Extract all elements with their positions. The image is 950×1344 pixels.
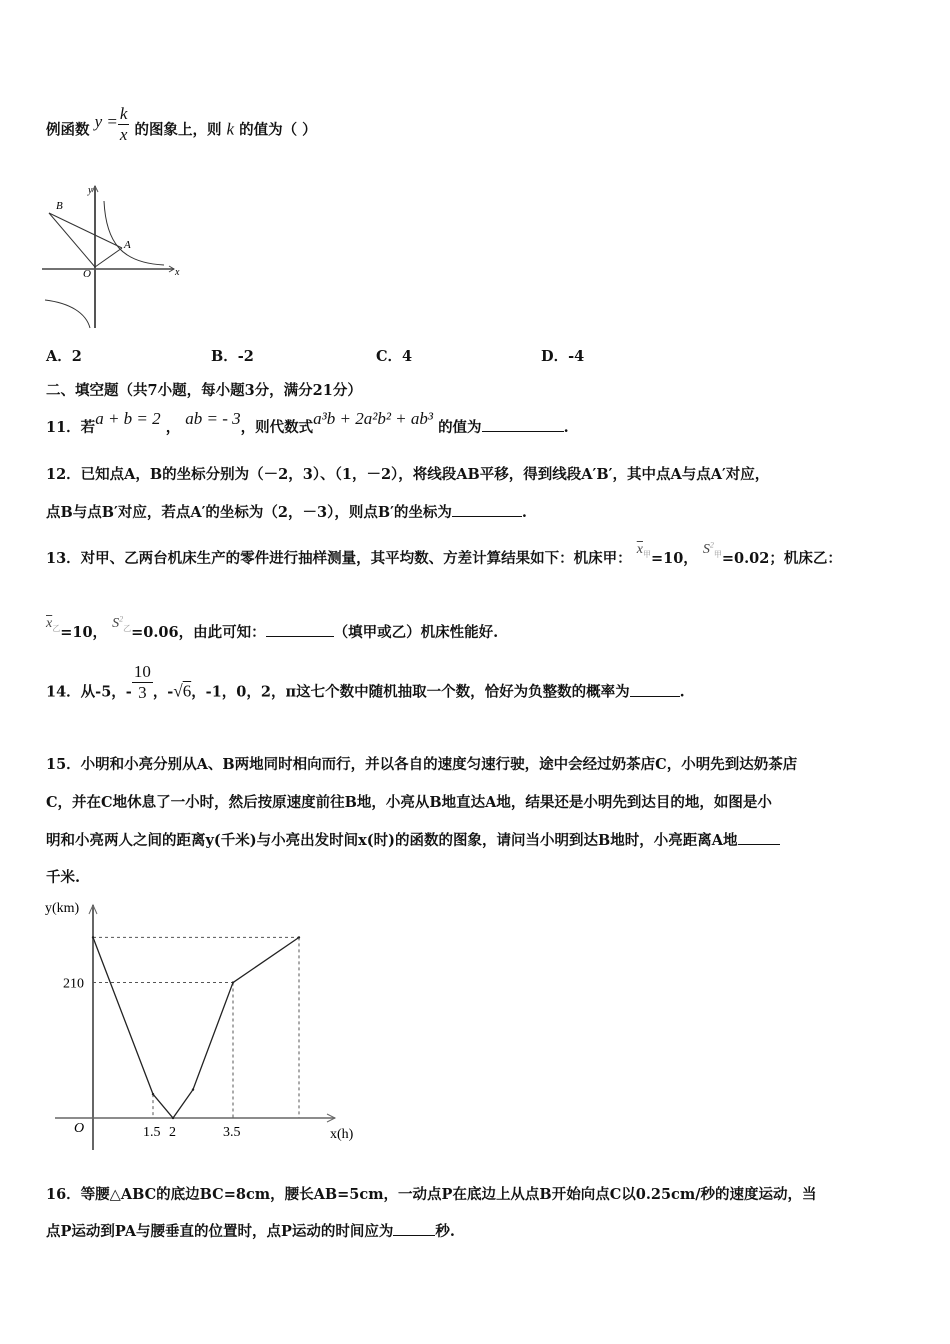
numerator: k	[119, 104, 128, 123]
x-bar: $\overline{x}$	[636, 542, 643, 557]
option-c[interactable]: C．4	[376, 348, 413, 365]
text: 例函数	[46, 121, 90, 139]
question-16-line-1: 16．等腰△ABC的底边BC=8cm，腰长AB=5cm，一动点P在底边上从点B开始向点C以0.25cm/秒的速度运动，当	[46, 1186, 817, 1203]
question-11	[46, 409, 569, 437]
label-b: B	[56, 200, 63, 212]
s: S	[112, 616, 120, 631]
variance-jia	[703, 542, 722, 557]
text: 点B与点B′对应，若点A′的坐标为（2，－3），则点B′的坐标为	[46, 504, 452, 521]
radicand: 6	[182, 681, 192, 701]
option-d[interactable]: D．-4	[541, 348, 585, 365]
s: S	[702, 542, 710, 557]
text: ，则代数式	[240, 419, 314, 436]
x-tick-label: 3.5	[223, 1125, 241, 1140]
text: ，-1，0，2，π这七个数中随机抽取一个数，恰好为负整数的概率为	[191, 683, 630, 701]
formula: ab = - 3	[185, 409, 241, 428]
question-12-line-1: 12．已知点A，B的坐标分别为（－2，3）、（1，－2），将线段AB平移，得到线段A′B′，其中点A与点A′对应，	[46, 466, 770, 483]
data-line	[93, 937, 299, 1118]
origin-label: O	[74, 1121, 85, 1136]
mean-yi	[46, 616, 60, 631]
sqrt: √6	[173, 681, 192, 701]
label-y: y	[88, 185, 93, 196]
hyperbola-figure	[42, 183, 192, 333]
data-point	[92, 936, 94, 938]
answer-blank[interactable]	[393, 1221, 435, 1236]
label-x: x	[175, 267, 180, 278]
data-point	[298, 936, 300, 938]
question-13-line-1	[46, 540, 842, 570]
fraction	[132, 662, 153, 703]
question-12-line-2	[46, 501, 527, 522]
formula: y =	[94, 111, 118, 131]
x-tick-label: 1.5	[143, 1125, 161, 1140]
mean-jia	[637, 542, 651, 557]
question-15-line-4: 千米.	[46, 869, 81, 886]
label-o: O	[83, 268, 91, 280]
superscript: 2	[709, 540, 714, 550]
answer-blank[interactable]	[482, 417, 564, 432]
answer-blank[interactable]	[452, 502, 522, 517]
text: ，-	[152, 683, 174, 701]
x-tick-label: 2	[169, 1125, 176, 1140]
question-14	[46, 662, 685, 713]
text: 的图象上，则	[134, 121, 222, 139]
text: （填甲或乙）机床性能好.	[333, 624, 499, 641]
data-point	[172, 1117, 174, 1119]
variable: k	[226, 119, 235, 139]
y-tick-label: 210	[63, 976, 84, 992]
text: 的值为（ ）	[239, 121, 317, 139]
x-axis-label: x(h)	[330, 1127, 354, 1142]
y-axis-label: y(km)	[45, 901, 80, 916]
data-point	[232, 981, 234, 983]
text: =10，	[60, 624, 108, 641]
answer-blank[interactable]	[630, 682, 680, 697]
text: =0.02；机床乙：	[721, 550, 842, 567]
answer-blank[interactable]	[266, 622, 334, 637]
text: 秒.	[435, 1223, 455, 1240]
denominator: 3	[138, 683, 147, 702]
question-15-line-1: 15．小明和小亮分别从A、B两地同时相向而行，并以各自的速度匀速行驶，途中会经过奶茶店C，小明先到达奶茶店	[46, 756, 798, 773]
subscript: 乙	[123, 623, 132, 633]
text: .	[563, 419, 569, 436]
question-15-line-3	[46, 829, 780, 850]
subscript: 甲	[642, 549, 651, 559]
text: 11．若	[46, 419, 96, 436]
option-b[interactable]: B．-2	[211, 348, 254, 365]
question-13-line-2	[46, 614, 499, 644]
variance-yi	[112, 616, 131, 631]
text: 14．从-5，-	[46, 683, 132, 701]
text: ，	[165, 419, 181, 436]
question-15-line-2: C，并在C地休息了一小时，然后按原速度前往B地，小亮从B地直达A地，结果还是小明先到达目的地，如图是小	[46, 794, 772, 811]
text: 13．对甲、乙两台机床生产的零件进行抽样测量，其平均数、方差计算结果如下：机床甲：	[46, 550, 632, 567]
data-point	[152, 1093, 154, 1095]
question-10-stem	[46, 104, 317, 151]
label-a: A	[124, 239, 131, 251]
data-point	[192, 1088, 194, 1090]
superscript: 2	[119, 614, 124, 624]
option-a[interactable]: A．2	[46, 348, 82, 365]
text: .	[679, 683, 685, 701]
denominator: x	[119, 125, 128, 144]
fraction	[118, 104, 130, 145]
text: 点P运动到PA与腰垂直的位置时，点P运动的时间应为	[46, 1223, 394, 1240]
text: 明和小亮两人之间的距离y(千米)与小亮出发时间x(时)的函数的图象，请问当小明到达B地时，小亮距离A地	[46, 832, 738, 849]
text: .	[521, 504, 527, 521]
formula: a + b = 2	[95, 409, 161, 428]
section-heading: 二、填空题（共7小题，每小题3分，满分21分）	[46, 382, 362, 399]
distance-time-graph	[30, 890, 370, 1155]
numerator: 10	[133, 662, 151, 681]
formula: a³b + 2a²b² + ab³	[313, 409, 433, 428]
text: =10，	[650, 550, 698, 567]
answer-blank[interactable]	[738, 830, 780, 845]
subscript: 甲	[713, 549, 722, 559]
text: =0.06，由此可知：	[131, 624, 266, 641]
subscript: 乙	[52, 623, 61, 633]
x-bar: $\overline{x}$	[46, 616, 53, 631]
question-16-line-2	[46, 1220, 455, 1241]
text: 的值为	[438, 419, 482, 436]
